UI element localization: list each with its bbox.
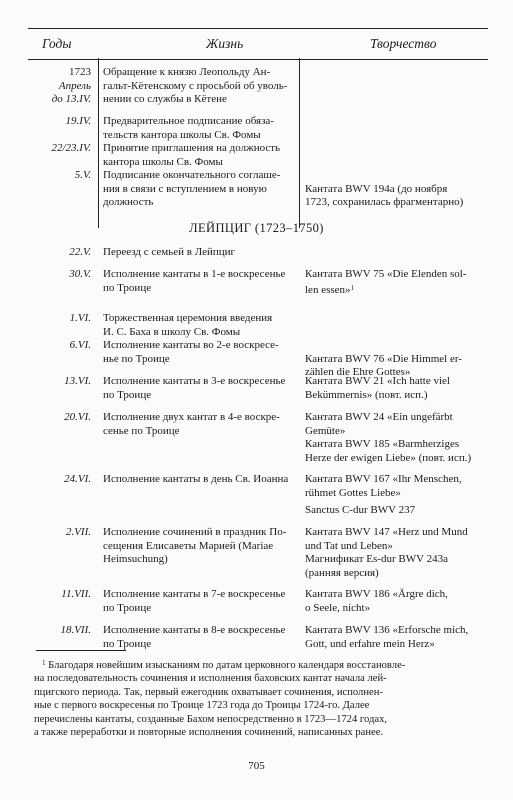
life-cell-line: нении со службы в Кётене xyxy=(103,93,227,106)
life-cell-line: Подписание окончательного соглаше- xyxy=(103,169,281,181)
life-cell-line: Исполнение кантаты во 2-е воскресе- xyxy=(103,339,279,351)
life-cell-line: по Троице xyxy=(103,281,152,294)
work-cell-line: und Tat und Leben» xyxy=(305,539,393,552)
life-cell xyxy=(103,169,301,210)
work-cell xyxy=(305,473,495,500)
life-cell-line: ния в связи с вступлением в новую xyxy=(103,182,267,195)
life-cell xyxy=(103,375,301,402)
life-cell-line: сенье по Троице xyxy=(103,424,180,437)
life-cell-line: нье по Троице xyxy=(103,352,170,365)
work-cell-line: Gemüte» xyxy=(305,424,346,437)
life-cell-line: И. С. Баха в школу Св. Фомы xyxy=(103,325,241,338)
footnote-number: 1 xyxy=(42,659,46,667)
life-cell-line: Исполнение кантаты в 3-е воскресенье xyxy=(103,375,286,387)
work-cell-line: Кантата BWV 194a (до ноября xyxy=(305,182,448,195)
work-cell-line: Gott, und erfahre mein Herz» xyxy=(305,637,435,650)
year-cell-line: 5.V. xyxy=(74,169,91,181)
year-cell-line: 2.VII. xyxy=(65,526,91,538)
work-cell-line: rühmet Gottes Liebe» xyxy=(305,486,401,499)
work-cell-line: Кантата BWV 75 «Die Elenden sol- xyxy=(305,268,467,280)
footnote-line: перечислены кантаты, созданные Бахом непосредственно в 1723—1724 годах, xyxy=(34,713,388,725)
footnote-line: ные с первого воскресенья по Троице 1723 года до Троицы 1724-го. Далее xyxy=(34,700,370,712)
life-cell-line: по Троице xyxy=(103,637,152,650)
footnote-rule xyxy=(36,650,126,651)
work-cell-line xyxy=(305,169,495,183)
life-cell xyxy=(103,312,301,339)
work-cell-line: Магнификат Es-dur BWV 243a xyxy=(305,553,448,566)
life-cell-line: Исполнение двух кантат в 4-е воскре- xyxy=(103,411,280,423)
year-cell-line: 11.VII. xyxy=(61,588,91,600)
life-cell xyxy=(103,526,301,567)
work-cell xyxy=(305,526,495,580)
work-cell-line: 1723, сохранилась фрагментарно) xyxy=(305,196,464,209)
life-cell xyxy=(103,268,301,295)
life-cell xyxy=(103,339,301,366)
year-cell xyxy=(28,375,91,389)
year-cell-line: 18.VII. xyxy=(60,624,91,636)
life-cell xyxy=(103,411,301,438)
life-cell-line: Переезд с семьей в Лейпциг xyxy=(103,246,236,258)
work-cell-line: Кантата BWV 147 «Herz und Mund xyxy=(305,526,468,538)
footnote xyxy=(34,657,484,739)
work-cell-line xyxy=(305,339,495,353)
footnote-line: на последовательность сочинения и исполнения баховских кантат начала лей- xyxy=(34,673,387,685)
header-life: Жизнь xyxy=(206,36,244,51)
year-cell xyxy=(28,142,91,156)
year-cell-line: Апрель xyxy=(58,79,91,92)
header-years: Годы xyxy=(42,36,72,51)
year-cell-line: 19.IV. xyxy=(65,115,91,127)
life-cell-line: Исполнение кантаты в 8-е воскресенье xyxy=(103,624,286,636)
year-cell-line: 30.V. xyxy=(69,268,91,280)
year-cell-line: 24.VI. xyxy=(64,473,91,485)
footnote-line: пцигского периода. Так, первый ежегодник охватывает сочинения, исполнен- xyxy=(34,686,383,698)
life-cell xyxy=(103,246,301,260)
year-cell-line: 13.VI. xyxy=(64,375,91,387)
life-cell-line: сещения Елисаветы Марией (Mariae xyxy=(103,539,274,552)
work-cell-line: Кантата BWV 24 «Ein ungefärbt xyxy=(305,411,453,423)
work-cell-line: zählen die Ehre Gottes» xyxy=(305,366,411,379)
work-cell-line: Herze der ewigen Liebe» (повт. исп.) xyxy=(305,451,472,464)
life-cell xyxy=(103,66,301,107)
work-cell xyxy=(305,169,495,210)
life-cell-line: по Троице xyxy=(103,601,152,614)
year-cell-line: 22.V. xyxy=(69,246,91,258)
life-cell-line: гальт-Кётенскому с просьбой об уволь- xyxy=(103,79,288,92)
life-cell-line: Исполнение кантаты в день Св. Иоанна xyxy=(103,473,289,485)
life-cell xyxy=(103,115,301,142)
life-cell-line: Принятие приглашения на должность xyxy=(103,142,281,154)
section-title: ЛЕЙПЦИГ (1723–1750) xyxy=(189,221,324,235)
year-cell xyxy=(28,169,91,183)
work-cell-line: Кантата BWV 185 «Barmherziges xyxy=(305,438,460,451)
table-header xyxy=(28,28,488,60)
work-cell xyxy=(305,411,495,465)
life-cell-line: Обращение к князю Леопольду Ан- xyxy=(103,66,271,78)
year-cell xyxy=(28,115,91,129)
year-cell-line: 1.VI. xyxy=(69,312,91,324)
year-cell xyxy=(28,268,91,282)
work-cell-line: Кантата BWV 21 «Ich hatte viel xyxy=(305,375,450,387)
year-cell xyxy=(28,473,91,487)
life-cell xyxy=(103,142,301,169)
year-cell-line: 6.VI. xyxy=(69,339,91,351)
year-cell xyxy=(28,66,91,107)
work-cell-line: len essen»$^1$ xyxy=(305,283,355,296)
life-cell-line: Исполнение кантаты в 7-е воскресенье xyxy=(103,588,286,600)
life-cell-line: по Троице xyxy=(103,388,152,401)
work-cell-line: Кантата BWV 167 «Ihr Menschen, xyxy=(305,473,462,485)
footnote-marker: 1 xyxy=(350,283,355,292)
work-cell xyxy=(305,624,495,651)
work-cell xyxy=(305,268,495,297)
year-cell-line: 20.VI. xyxy=(64,411,91,423)
work-cell-line: Bekümmernis» (повт. исп.) xyxy=(305,388,428,401)
life-cell-line: тельств кантора школы Св. Фомы xyxy=(103,128,261,141)
year-cell-line: до 13.IV. xyxy=(51,93,91,106)
work-cell-line: o Seele, nicht» xyxy=(305,601,371,614)
year-cell-line: 22/23.IV. xyxy=(51,142,91,154)
life-cell-line: Исполнение сочинений в праздник По- xyxy=(103,526,287,538)
life-cell-line: должность xyxy=(103,196,154,209)
work-cell-line: Sanctus C-dur BWV 237 xyxy=(305,504,416,516)
work-cell-line: Кантата BWV 186 «Ärgre dich, xyxy=(305,588,448,600)
life-cell-line: Heimsuchung) xyxy=(103,553,168,566)
life-cell-line: Исполнение кантаты в 1-е воскресенье xyxy=(103,268,286,280)
year-cell xyxy=(28,246,91,260)
work-cell-line: (ранняя версия) xyxy=(305,566,379,579)
page-number: 705 xyxy=(248,760,265,772)
work-cell xyxy=(305,588,495,615)
work-cell xyxy=(305,339,495,380)
work-cell-line: Кантата BWV 136 «Erforsche mich, xyxy=(305,624,469,636)
life-cell xyxy=(103,624,301,651)
life-cell xyxy=(103,588,301,615)
life-cell-line: кантора школы Св. Фомы xyxy=(103,155,223,168)
footnote-line: $^1$ Благодаря новейшим изысканиям по датам церковного календаря восстановле- xyxy=(42,659,406,671)
year-cell xyxy=(28,339,91,353)
year-cell xyxy=(28,312,91,326)
year-cell xyxy=(28,624,91,638)
year-cell xyxy=(28,588,91,602)
year-cell xyxy=(28,526,91,540)
work-cell xyxy=(305,504,495,518)
work-cell-line: Кантата BWV 76 «Die Himmel er- xyxy=(305,352,462,365)
work-cell xyxy=(305,375,495,402)
life-cell xyxy=(103,473,301,487)
column-divider-left xyxy=(98,58,99,228)
header-work: Творчество xyxy=(370,36,437,51)
footnote-line: а также переработки и повторные исполнения сочинений, написанных ранее. xyxy=(34,727,384,739)
year-cell xyxy=(28,411,91,425)
life-cell-line: Торжественная церемония введения xyxy=(103,312,273,324)
life-cell-line: Предварительное подписание обяза- xyxy=(103,115,274,127)
year-cell-line: 1723 xyxy=(69,66,91,78)
